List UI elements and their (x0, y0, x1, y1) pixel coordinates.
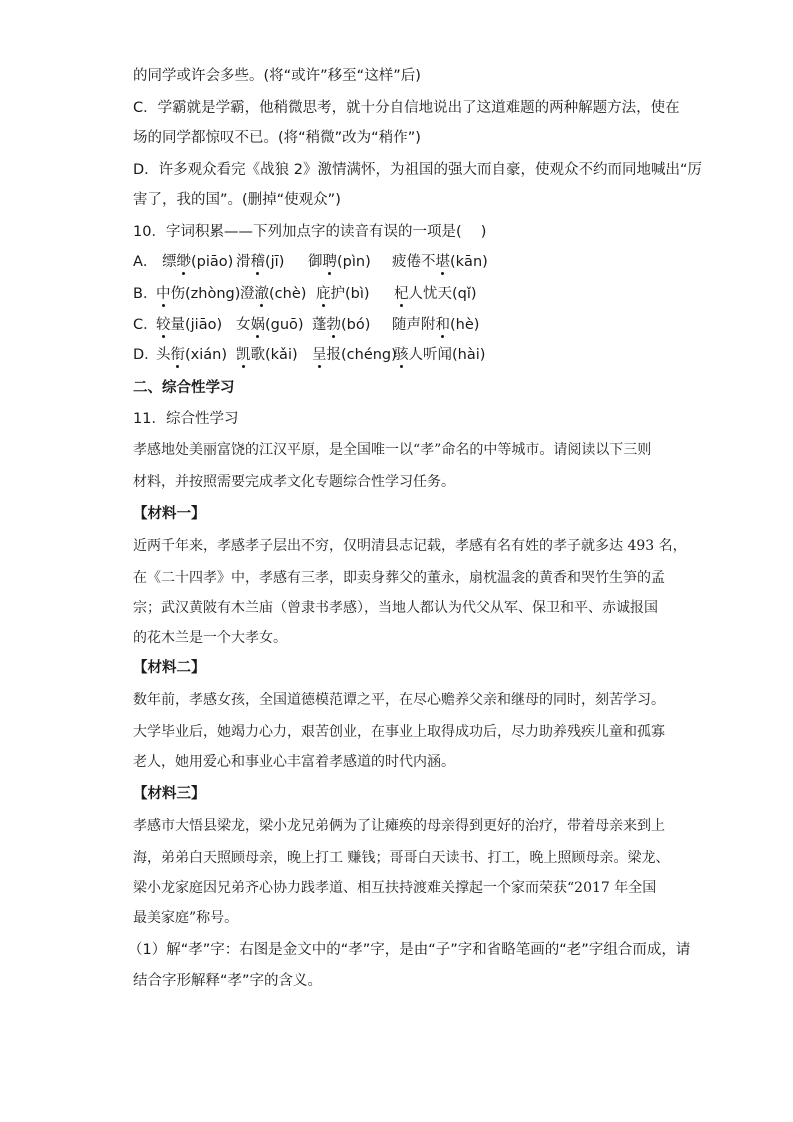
pinyin: (bì) (345, 286, 370, 302)
q11-stem: 11．综合性学习 (133, 411, 239, 427)
pinyin: (xián) (185, 347, 227, 363)
word: 庇护 (316, 286, 345, 302)
q10-a-item-1 (162, 252, 233, 272)
q10-b-item-2 (240, 284, 306, 304)
pinyin: (kǎi) (265, 347, 298, 363)
q10-b-item-4 (394, 284, 477, 304)
q10-b-item-3 (316, 284, 370, 304)
option-label: A． (133, 254, 158, 270)
word: 杞人忧天 (394, 286, 452, 302)
pinyin: (hài) (452, 347, 486, 363)
q9-option-c-line2: 场的同学都惊叹不已。(将“稍微”改为“稍作”) (133, 130, 421, 146)
material-1-line1: 近两千年来，孝感孝子层出不穷，仅明清县志记载，孝感有名有姓的孝子就多达 493 名， (133, 538, 687, 554)
q11-intro-line2: 材料，并按照需要完成孝文化专题综合性学习任务。 (133, 474, 455, 490)
pinyin: (hè) (450, 317, 480, 333)
material-2-line1: 数年前，孝感女孩，全国道德模范谭之平，在尽心赡养父亲和继母的同时，刻苦学习。 (133, 692, 665, 708)
pinyin: (chéng) (341, 347, 397, 363)
pinyin: (piāo) (191, 254, 234, 270)
q10-option-b (133, 284, 157, 304)
word: 蓬勃 (312, 317, 341, 333)
material-3-line3: 梁小龙家庭因兄弟齐心协力践孝道、相互扶持渡难关撑起一个家而荣获“2017 年全国 (133, 880, 657, 896)
section-title: 二、综合性学习 (133, 380, 235, 396)
word: 中伤 (156, 286, 185, 302)
word: 疲倦不堪 (392, 254, 450, 270)
material-3-line1: 孝感市大悟县梁龙，梁小龙兄弟俩为了让瘫痪的母亲得到更好的治疗，带着母亲来到上 (133, 818, 665, 834)
pinyin: (bó) (341, 317, 371, 333)
word: 御聘 (308, 254, 337, 270)
material-1-line3: 宗；武汉黄陂有木兰庙（曾隶书孝感），当地人都认为代父从军、保卫和平、赤诚报国 (133, 600, 658, 616)
material-2-title: 【材料二】 (133, 660, 206, 676)
option-label: B． (133, 286, 158, 302)
option-label: C． (133, 317, 158, 333)
material-2-line2: 大学毕业后，她竭力心力，艰苦创业，在事业上取得成功后，尽力助养残疾儿童和孤寡 (133, 724, 665, 740)
material-3-line2: 海，弟弟白天照顾母亲，晚上打工 赚钱；哥哥白天读书、打工，晚上照顾母亲。梁龙、 (133, 850, 670, 866)
q10-c-item-4 (392, 315, 479, 335)
q10-option-d (133, 345, 159, 365)
pinyin: (kān) (450, 254, 488, 270)
q11-sub1-line2: 结合字形解释“孝”字的含义。 (133, 973, 323, 989)
word: 澄澈 (240, 286, 269, 302)
q10-c-item-2 (236, 315, 304, 335)
q10-d-item-2 (236, 345, 298, 365)
word: 随声附和 (392, 317, 450, 333)
material-1-line2: 在《二十四孝》中，孝感有三孝，即卖身葬父的董永，扇枕温衾的黄香和哭竹生笋的孟 (133, 570, 665, 586)
pinyin: (jiāo) (185, 317, 223, 333)
pinyin: (jī) (265, 254, 285, 270)
q9-option-d-line2: 害了，我的国”。(删掉“使观众”) (133, 192, 341, 208)
q10-stem: 10．字词积累——下列加点字的读音有误的一项是( ) (133, 224, 487, 240)
pinyin: (qǐ) (452, 286, 477, 302)
word: 较量 (156, 317, 185, 333)
word: 缥缈 (162, 254, 191, 270)
q9-option-c-line1: C．学霸就是学霸，他稍微思考，就十分自信地说出了这道难题的两种解题方法，使在 (133, 100, 680, 116)
material-1-title: 【材料一】 (133, 506, 206, 522)
q10-c-item-1 (156, 315, 222, 335)
pinyin: (chè) (269, 286, 307, 302)
pinyin: (guō) (265, 317, 304, 333)
word: 女娲 (236, 317, 265, 333)
q10-b-item-1 (156, 284, 240, 304)
q10-c-item-3 (312, 315, 370, 335)
material-1-line4: 的花木兰是一个大孝女。 (133, 630, 287, 646)
material-3-title: 【材料三】 (133, 786, 206, 802)
word: 凯歌 (236, 347, 265, 363)
word: 滑稽 (236, 254, 265, 270)
option-label: D． (133, 347, 159, 363)
q9-option-d-line1: D．许多观众看完《战狼 2》激情满怀，为祖国的强大而自豪，使观众不约而同地喊出“厉 (133, 162, 703, 178)
q10-option-c (133, 315, 158, 335)
word: 呈报 (312, 347, 341, 363)
word: 骇人听闻 (394, 347, 452, 363)
q10-option-a (133, 252, 157, 272)
q10-a-item-2 (236, 252, 284, 272)
q11-intro-line1: 孝感地处美丽富饶的江汉平原，是全国唯一以“孝”命名的中等城市。请阅读以下三则 (133, 442, 652, 458)
material-3-line4: 最美家庭”称号。 (133, 910, 239, 926)
q9-option-b-continuation: 的同学或许会多些。(将“或许”移至“这样”后) (133, 68, 421, 84)
q10-a-item-4 (392, 252, 488, 272)
word: 头衔 (156, 347, 185, 363)
material-2-line3: 老人，她用爱心和事业心丰富着孝感道的时代内涵。 (133, 754, 455, 770)
pinyin: (zhòng) (185, 286, 241, 302)
q10-d-item-3 (312, 345, 397, 365)
q10-d-item-1 (156, 345, 227, 365)
q10-a-item-3 (308, 252, 371, 272)
q10-d-item-4 (394, 345, 485, 365)
q11-sub1-line1: （1）解“孝”字：右图是金文中的“孝”字，是由“子”字和省略笔画的“老”字组合而成，请 (128, 942, 691, 958)
pinyin: (pìn) (337, 254, 371, 270)
